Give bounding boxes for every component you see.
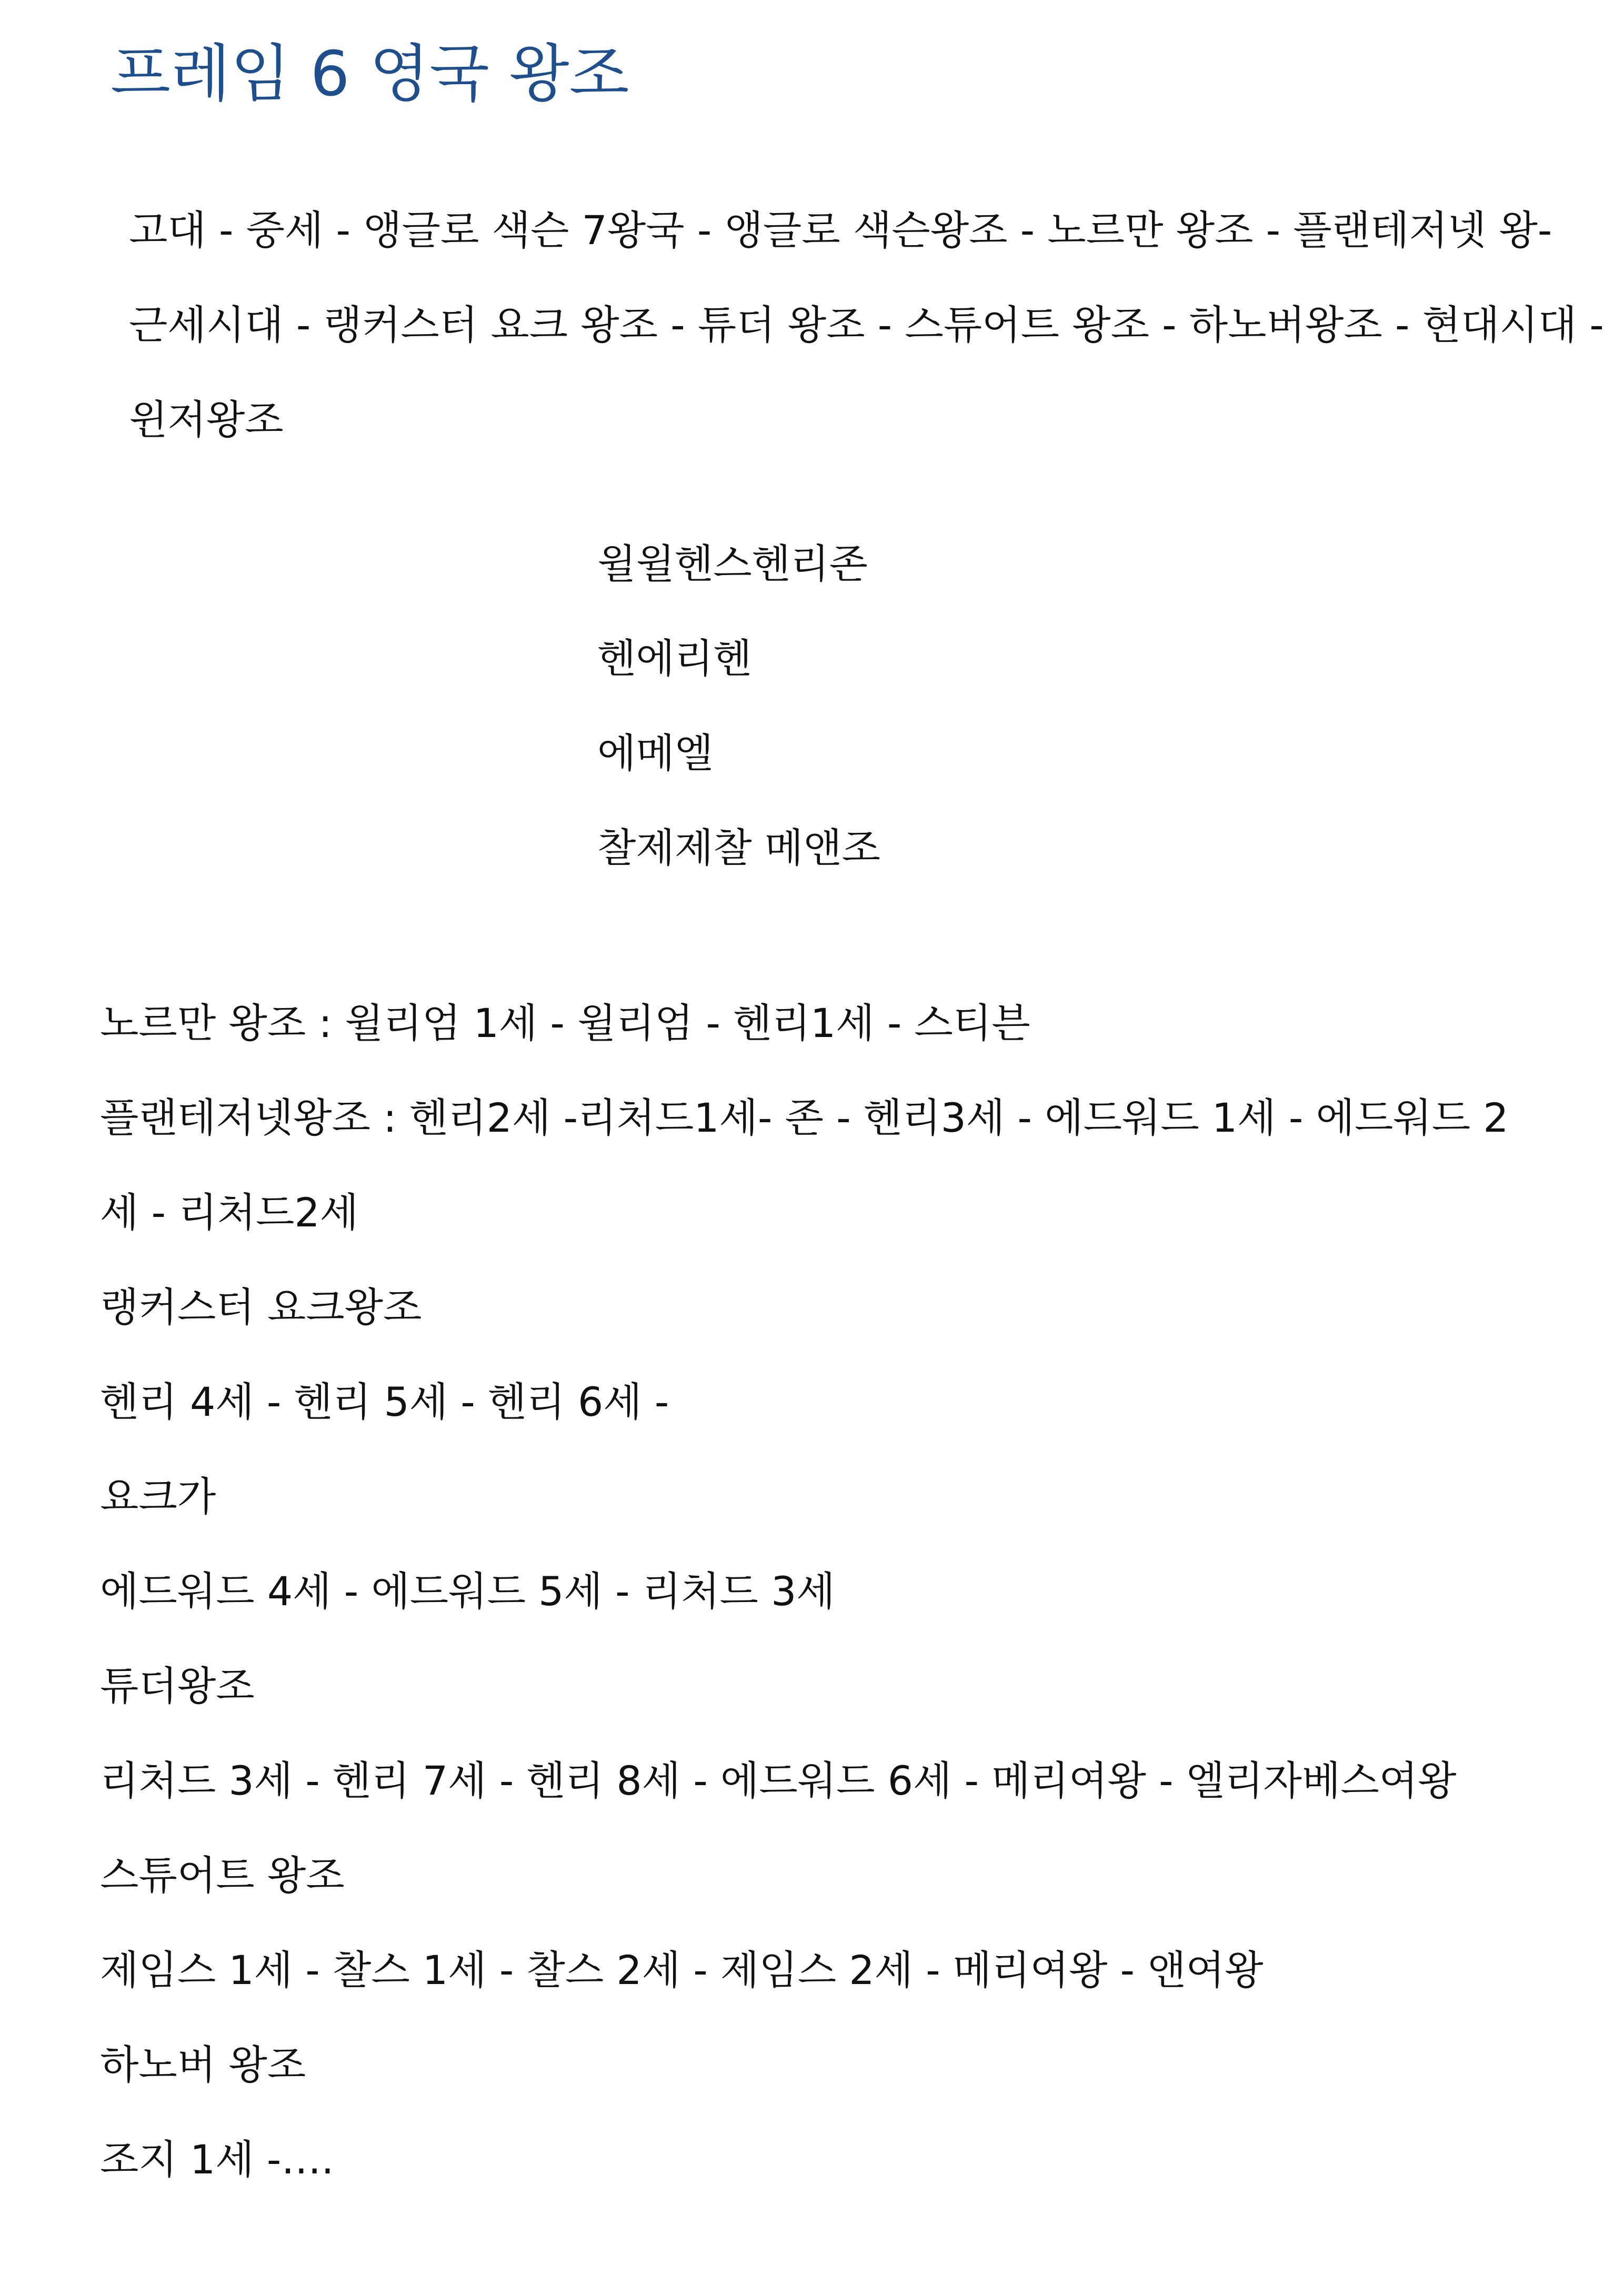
lineage-line: 헨리 4세 - 헨리 5세 - 헨리 6세 - — [100, 1378, 669, 1425]
lineage-line: 리처드 3세 - 헨리 7세 - 헨리 8세 - 에드워드 6세 - 메리여왕 - 엘리자베스여왕 — [100, 1757, 1457, 1804]
lineage-line: 랭커스터 요크왕조 — [100, 1284, 422, 1331]
mnemonic-list — [597, 517, 880, 895]
dynasty-lineage — [100, 976, 1509, 2207]
lineage-line: 플랜테저넷왕조 : 헨리2세 -리처드1세- 존 - 헨리3세 - 에드워드 1세 - 에드워드 2 — [100, 1094, 1509, 1141]
lineage-line: 요크가 — [100, 1473, 216, 1520]
lineage-line: 튜더왕조 — [100, 1663, 255, 1709]
timeline-line: 고대 - 중세 - 앵글로 색슨 7왕국 - 앵글로 색슨왕조 - 노르만 왕조 - 플랜테저넷 왕- — [129, 207, 1552, 254]
lineage-line: 제임스 1세 - 찰스 1세 - 찰스 2세 - 제임스 2세 - 메리여왕 - 앤여왕 — [100, 1947, 1264, 1993]
page-title: 프레임 6 영국 왕조 — [111, 37, 629, 110]
mnemonic-line: 헨에리헨 — [597, 635, 752, 682]
lineage-line: 조지 1세 -…. — [100, 2136, 334, 2183]
lineage-line: 세 - 리처드2세 — [100, 1189, 359, 1236]
mnemonic-line: 찰제제찰 메앤조 — [597, 824, 881, 871]
lineage-line: 노르만 왕조 : 윌리엄 1세 - 윌리엄 - 헨리1세 - 스티븐 — [100, 1000, 1030, 1046]
lineage-line: 에드워드 4세 - 에드워드 5세 - 리처드 3세 — [100, 1568, 835, 1615]
mnemonic-line: 윌윌헨스헨리존 — [597, 540, 868, 587]
lineage-line: 스튜어트 왕조 — [100, 1852, 345, 1899]
lineage-line: 하노버 왕조 — [100, 2041, 306, 2088]
era-timeline — [129, 183, 1604, 467]
timeline-line: 윈저왕조 — [129, 396, 284, 443]
mnemonic-line: 에메엘 — [597, 730, 714, 777]
timeline-line: 근세시대 - 랭커스터 요크 왕조 - 튜더 왕조 - 스튜어트 왕조 - 하노버왕조 - 현대시대 - — [129, 301, 1604, 348]
